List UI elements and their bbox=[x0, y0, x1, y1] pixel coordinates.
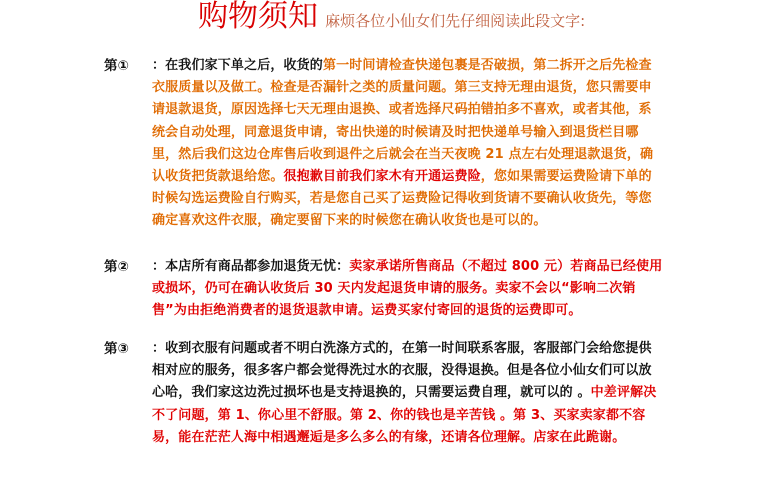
section-text bbox=[152, 256, 664, 323]
section-text bbox=[152, 55, 664, 233]
page-subtitle: 麻烦各位小仙女们先仔细阅读此段文字: bbox=[325, 12, 586, 30]
text-segment: 中差评解决不了问题，第 1、你心里不舒服。第 2、你的钱也是辛苦钱 。第 3、买家卖家都不容易，能在茫茫人海中相遇邂逅是多么多么的有缘，还请各位理解。店家在此跪谢。 bbox=[152, 385, 657, 445]
section-number: 第② bbox=[104, 259, 129, 275]
text-segment: ：本店所有商品都参加退货无忧： bbox=[152, 259, 350, 274]
text-segment: ：在我们家下单之后，收货的 bbox=[152, 58, 323, 73]
text-segment: ，您如果需要运费险请下单的时候勾选运费险自行购买 bbox=[152, 169, 652, 207]
header bbox=[198, 2, 585, 32]
section-text bbox=[152, 338, 664, 449]
text-segment: 卖家承诺所售商品（不超过 800 元）若商品已经使用或损坏，仍可在确认收货后 30 天内发起退货申请的服务。卖家不会以“影响二次销售”为由拒绝消费者的退货退款申请。运费买家付寄回的退货的运费即可。 bbox=[152, 259, 663, 319]
text-segment: ，若是您自己买了运费险记得收到货请不要确认收货先，等您确定喜欢这件衣服，确定要留下来的时候您在确认收货也是可以的。 bbox=[152, 191, 652, 229]
text-segment: 第一时间请检查快递包裹是否破损，第二拆开之后先检查衣服质量以及做工。检查是否漏针之类的质量问题。第三支持无理由退货，您只需要申请退款退货，原因选择七天无理由退换、或者选择尺码拍错拍多不喜欢，或者其他，系统会自动处理，同意退货申请，寄出快递的时候请及时把快递单号输入到退货栏目哪里，然后我们这边仓库售后收到退件之后就会在当天夜晚 21 点左右处理退款退货，确认收货把货款退给您。 bbox=[152, 58, 654, 185]
page-title: 购物须知 bbox=[198, 0, 318, 34]
text-segment: ：收到衣服有问题或者不明白洗涤方式的，在第一时间联系客服，客服部门会给您提供相对应的服务，很多客户都会觉得洗过水的衣服，没得退换。但是各位小仙女们可以放心哈，我们家这边洗过损坏也是支持退换的，只需要运费自理，就可以的 。 bbox=[152, 341, 652, 401]
text-segment: 很抱歉目前我们家木有开通运费险 bbox=[283, 169, 481, 185]
section-number: 第① bbox=[104, 58, 129, 74]
section-number: 第③ bbox=[104, 341, 129, 357]
